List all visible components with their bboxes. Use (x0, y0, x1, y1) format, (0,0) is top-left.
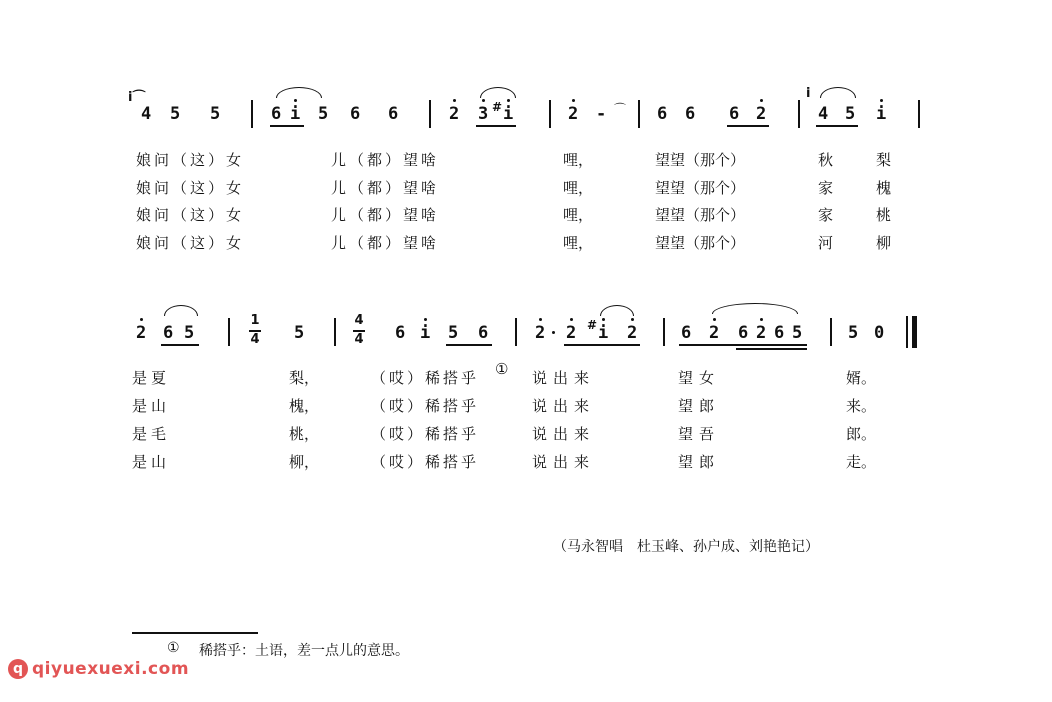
lyric: 是毛 (132, 425, 171, 443)
note: 6 (685, 104, 696, 124)
final-bar-thin (906, 316, 908, 348)
note: 6 (729, 104, 740, 124)
note: i (420, 323, 431, 343)
lyric: 说出来 (532, 369, 596, 387)
note: 6 (388, 104, 399, 124)
time-signature-top: 1 (250, 313, 260, 328)
underline (679, 344, 807, 346)
note: i (290, 104, 301, 124)
note: 6 (271, 104, 282, 124)
lyric: 家 (818, 179, 834, 197)
note: i (876, 104, 887, 124)
lyric: （哎）稀搭乎 (371, 369, 480, 387)
octave-dot (482, 99, 485, 102)
note: 5 (318, 104, 329, 124)
note: 6 (774, 323, 785, 343)
note: 2 (756, 104, 767, 124)
lyric: 说出来 (532, 397, 596, 415)
lyric: 桃 (876, 206, 892, 224)
underline (816, 125, 858, 127)
footnote-mark: ① (167, 640, 180, 656)
octave-dot (294, 99, 297, 102)
lyric: （哎）稀搭乎 (371, 453, 480, 471)
note: - (596, 104, 607, 124)
lyric: 是山 (132, 453, 171, 471)
lyric: 是山 (132, 397, 171, 415)
breath-mark: ⌒ (614, 102, 627, 116)
note: 5 (845, 104, 856, 124)
lyric: 望望（那个） (655, 234, 746, 252)
underline (270, 125, 304, 127)
bar-line (429, 100, 431, 128)
augmentation-dot (552, 331, 555, 334)
time-signature-bottom: 4 (250, 332, 260, 347)
lyric: 走。 (846, 453, 877, 471)
lyric: 望郎 (678, 397, 721, 415)
slur (712, 303, 798, 314)
lyric: 望望（那个） (655, 206, 746, 224)
note: 6 (478, 323, 489, 343)
note: 5 (294, 323, 305, 343)
lyric: 望望（那个） (655, 151, 746, 169)
underline (161, 344, 199, 346)
lyric: 说出来 (532, 453, 596, 471)
underline (476, 125, 516, 127)
octave-dot (602, 318, 605, 321)
bar-line (228, 318, 230, 346)
note: 5 (210, 104, 221, 124)
lyric: 哩， (563, 151, 594, 169)
note: 2 (136, 323, 147, 343)
lyric: 柳 (876, 234, 892, 252)
octave-dot (760, 99, 763, 102)
time-signature-bottom: 4 (354, 332, 364, 347)
slur (164, 305, 198, 316)
bar-line (334, 318, 336, 346)
lyric: 娘问（这）女 (136, 206, 245, 224)
sharp-sign: # (492, 100, 503, 114)
lyric: 哩， (563, 206, 594, 224)
note: 5 (848, 323, 859, 343)
octave-dot (572, 99, 575, 102)
watermark-text: qiyuexuexi.com (32, 659, 190, 679)
note: 4 (141, 104, 152, 124)
octave-dot (140, 318, 143, 321)
lyric: 儿（都）望啥 (331, 151, 440, 169)
note: 2 (449, 104, 460, 124)
lyric: 望郎 (678, 453, 721, 471)
underline (736, 348, 807, 350)
octave-dot (539, 318, 542, 321)
note: 2 (566, 323, 577, 343)
slur (276, 87, 322, 98)
lyric: 儿（都）望啥 (331, 206, 440, 224)
final-bar-thick (912, 316, 917, 348)
lyric: 槐 (876, 179, 892, 197)
octave-dot (760, 318, 763, 321)
underline (727, 125, 769, 127)
lyric: 是夏 (132, 369, 171, 387)
footnote-mark: ① (495, 360, 509, 378)
lyric: 娘问（这）女 (136, 151, 245, 169)
lyric: 娘问（这）女 (136, 179, 245, 197)
lyric: 望望（那个） (655, 179, 746, 197)
bar-line (663, 318, 665, 346)
lyric: 桃， (289, 425, 320, 443)
ornament-mark: i (806, 86, 811, 101)
underline (564, 344, 640, 346)
bar-line (918, 100, 920, 128)
note: 0 (874, 323, 885, 343)
slur (480, 87, 516, 98)
lyric: 哩， (563, 234, 594, 252)
time-signature-top: 4 (354, 313, 364, 328)
note: 2 (756, 323, 767, 343)
lyric: 儿（都）望啥 (331, 179, 440, 197)
note: 6 (738, 323, 749, 343)
note: 4 (818, 104, 829, 124)
note: 2 (709, 323, 720, 343)
underline (446, 344, 492, 346)
octave-dot (424, 318, 427, 321)
lyric: 河 (818, 234, 834, 252)
ornament-mark: i⌒ (128, 90, 146, 105)
lyric: 家 (818, 206, 834, 224)
note: 5 (792, 323, 803, 343)
lyric: 娘问（这）女 (136, 234, 245, 252)
note: i (503, 104, 514, 124)
bar-line (251, 100, 253, 128)
note: 5 (448, 323, 459, 343)
bar-line (798, 100, 800, 128)
credit-line: （马永智唱 杜玉峰、孙户成、刘艳艳记） (553, 539, 819, 555)
note: 5 (184, 323, 195, 343)
lyric: （哎）稀搭乎 (371, 397, 480, 415)
bar-line (549, 100, 551, 128)
lyric: 槐， (289, 397, 320, 415)
footnote-rule (132, 632, 258, 634)
footnote-text: 稀搭乎：土语，差一点儿的意思。 (199, 643, 409, 659)
note: 2 (627, 323, 638, 343)
bar-line (515, 318, 517, 346)
lyric: 来。 (846, 397, 877, 415)
lyric: 柳， (289, 453, 320, 471)
note: 3 (478, 104, 489, 124)
lyric: 说出来 (532, 425, 596, 443)
bar-line (638, 100, 640, 128)
note: 6 (163, 323, 174, 343)
watermark-logo-icon: q (8, 659, 28, 679)
lyric: 婿。 (846, 369, 877, 387)
octave-dot (453, 99, 456, 102)
lyric: （哎）稀搭乎 (371, 425, 480, 443)
note: 2 (568, 104, 579, 124)
lyric: 梨， (289, 369, 320, 387)
note: 6 (681, 323, 692, 343)
bar-line (830, 318, 832, 346)
lyric: 秋 (818, 151, 834, 169)
octave-dot (570, 318, 573, 321)
lyric: 梨 (876, 151, 892, 169)
lyric: 望吾 (678, 425, 721, 443)
note: 2 (535, 323, 546, 343)
lyric: 哩， (563, 179, 594, 197)
note: 6 (395, 323, 406, 343)
note: 5 (170, 104, 181, 124)
octave-dot (713, 318, 716, 321)
sharp-sign: # (587, 318, 598, 332)
octave-dot (631, 318, 634, 321)
octave-dot (880, 99, 883, 102)
octave-dot (507, 99, 510, 102)
slur (820, 87, 856, 98)
lyric: 郎。 (846, 425, 877, 443)
note: 6 (657, 104, 668, 124)
lyric: 望女 (678, 369, 721, 387)
note: 6 (350, 104, 361, 124)
lyric: 儿（都）望啥 (331, 234, 440, 252)
slur (600, 305, 634, 316)
note: i (598, 323, 609, 343)
